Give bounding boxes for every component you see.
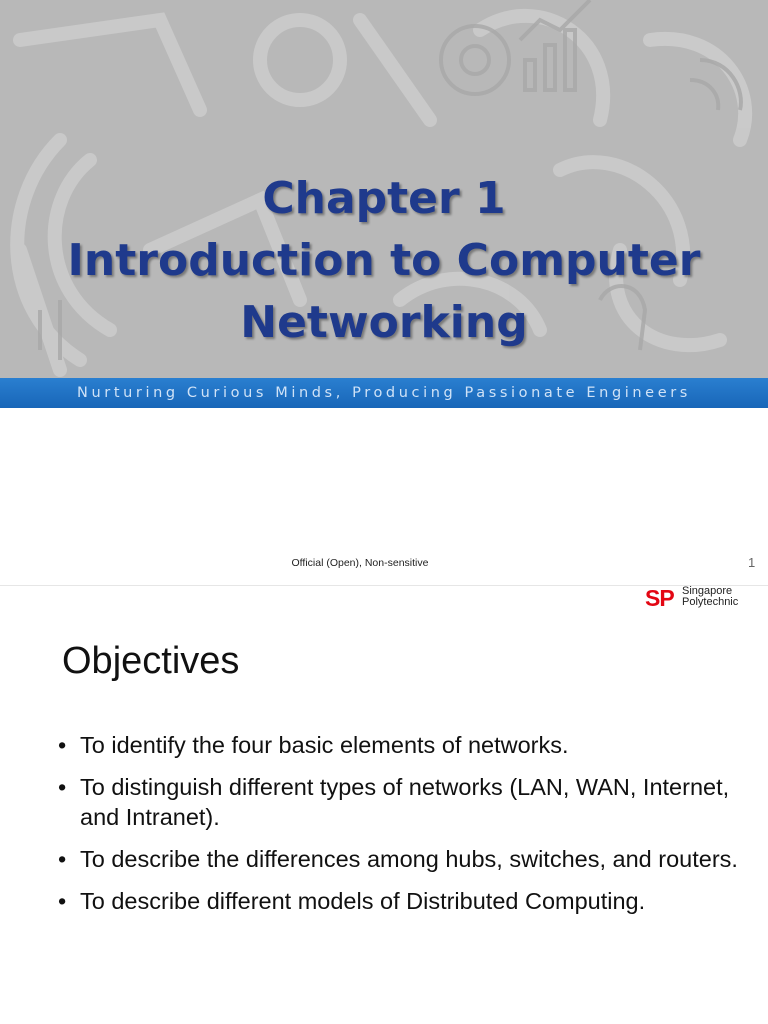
classification-note: Official (Open), Non-sensitive: [291, 557, 429, 569]
tagline-bar: [0, 378, 768, 408]
logo-initials: SP: [645, 585, 674, 611]
logo-name: [682, 586, 738, 608]
list-item: • To describe different models of Distributed Computing.: [58, 886, 738, 916]
tagline: Nurturing Curious Minds, Producing Passionate Engineers: [77, 385, 691, 401]
logo-name-line1: Singapore: [682, 585, 733, 597]
hero-banner: [0, 0, 768, 378]
logo-name-line2: Polytechnic: [682, 596, 739, 608]
objectives-list: [58, 730, 738, 928]
list-item: • To distinguish different types of networks (LAN, WAN, Internet, and Intranet).: [58, 772, 738, 832]
objectives-heading: Objectives: [62, 640, 240, 682]
title-line-3: Networking: [240, 297, 528, 348]
title-line-2: Introduction to Computer: [67, 235, 701, 286]
slide-title: [0, 168, 768, 354]
list-item: • To describe the differences among hubs, switches, and routers.: [58, 844, 738, 874]
list-item: • To identify the four basic elements of networks.: [58, 730, 738, 760]
page-number: 1: [748, 555, 756, 570]
title-line-1: Chapter 1: [262, 173, 506, 224]
